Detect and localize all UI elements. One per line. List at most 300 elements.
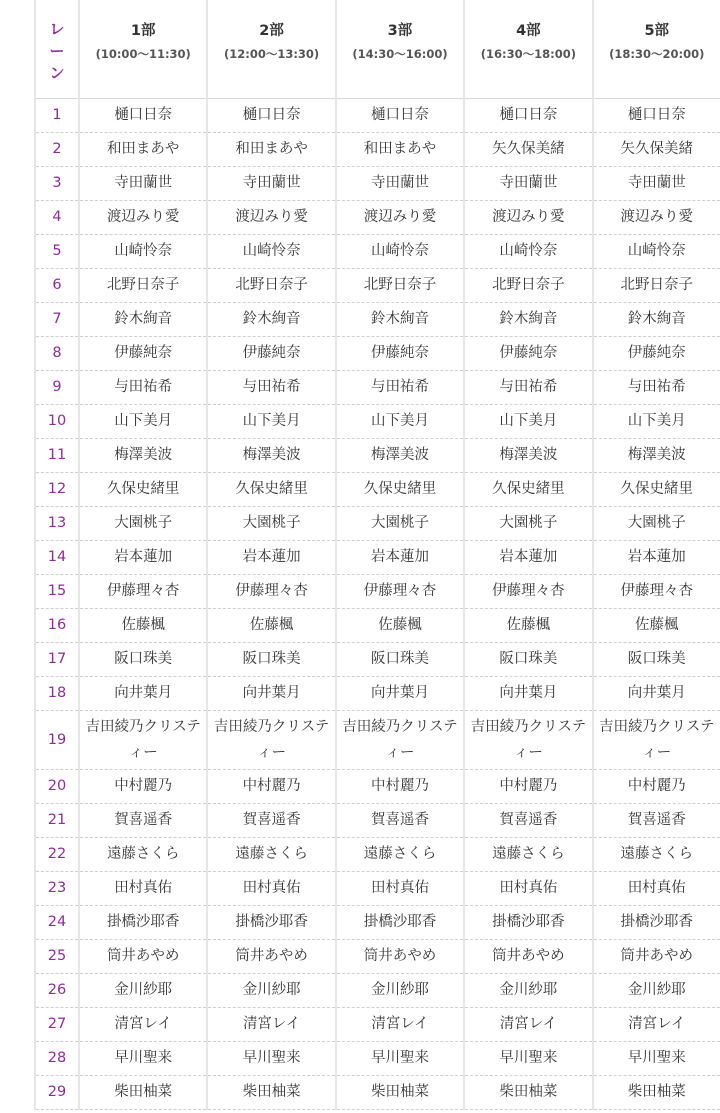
- member-name-cell: [207, 973, 335, 1007]
- part-time: (16:30〜18:00): [480, 47, 576, 61]
- member-name: 鈴木絢音: [114, 310, 173, 327]
- member-name: 樋口日奈: [242, 106, 301, 123]
- table-row: [35, 871, 720, 905]
- member-name-cell: [464, 642, 592, 676]
- member-name: 大園桃子: [370, 514, 429, 531]
- member-name-cell: [464, 769, 592, 803]
- member-name: 樋口日奈: [114, 106, 173, 123]
- member-name-cell: [464, 1007, 592, 1041]
- member-name: 山下美月: [114, 412, 173, 429]
- part-2-header: [207, 0, 335, 98]
- member-name-cell: [593, 769, 720, 803]
- member-name-cell: [593, 200, 720, 234]
- lane-number: 13: [35, 506, 79, 540]
- part-name: 4部: [516, 23, 541, 39]
- table-row: [35, 540, 720, 574]
- lane-number: 9: [35, 370, 79, 404]
- member-name: 金川紗耶: [370, 981, 429, 998]
- member-name-cell: [336, 234, 464, 268]
- member-name: 遠藤さくら: [106, 845, 180, 862]
- table-row: [35, 336, 720, 370]
- lane-number: 4: [35, 200, 79, 234]
- member-name-cell: [464, 871, 592, 905]
- part-time: (10:00〜11:30): [95, 47, 191, 61]
- member-name-cell: [593, 837, 720, 871]
- member-name: 阪口珠美: [370, 650, 429, 667]
- member-name: 清宮レイ: [371, 1015, 429, 1032]
- table-row: [35, 769, 720, 803]
- member-name: 中村麗乃: [627, 777, 686, 794]
- table-row: [35, 132, 720, 166]
- member-name: 佐藤楓: [378, 616, 422, 633]
- member-name: 賀喜遥香: [370, 811, 429, 828]
- member-name-cell: [593, 803, 720, 837]
- member-name-cell: [207, 438, 335, 472]
- member-name-cell: [207, 132, 335, 166]
- member-name-cell: [336, 506, 464, 540]
- member-name-cell: [207, 234, 335, 268]
- member-name: 山崎怜奈: [627, 242, 686, 259]
- member-name: 吉田綾乃クリスティー: [213, 718, 330, 761]
- member-name-cell: [79, 905, 207, 939]
- member-name-cell: [336, 769, 464, 803]
- member-name: 柴田柚菜: [370, 1083, 429, 1100]
- member-name-cell: [464, 803, 592, 837]
- member-name: 筒井あやめ: [106, 947, 180, 964]
- member-name-cell: [336, 98, 464, 132]
- member-name: 中村麗乃: [499, 777, 558, 794]
- member-name-cell: [79, 98, 207, 132]
- member-name: 掛橋沙耶香: [363, 913, 437, 930]
- member-name: 清宮レイ: [499, 1015, 557, 1032]
- member-name-cell: [336, 574, 464, 608]
- part-name: 2部: [259, 23, 284, 39]
- member-name-cell: [464, 973, 592, 1007]
- member-name: 渡辺みり愛: [363, 208, 437, 225]
- member-name: 柴田柚菜: [499, 1083, 558, 1100]
- member-name: 賀喜遥香: [499, 811, 558, 828]
- member-name-cell: [207, 905, 335, 939]
- member-name: 伊藤理々杏: [235, 582, 308, 599]
- member-name-cell: [336, 1007, 464, 1041]
- part-time: (18:30〜20:00): [609, 47, 705, 61]
- member-name: 田村真佑: [627, 879, 686, 896]
- member-name: 北野日奈子: [620, 276, 693, 293]
- member-name-cell: [79, 370, 207, 404]
- lane-number: 25: [35, 939, 79, 973]
- member-name: 筒井あやめ: [492, 947, 565, 964]
- member-name-cell: [79, 608, 207, 642]
- member-name: 向井葉月: [114, 684, 173, 701]
- member-name: 渡辺みり愛: [106, 208, 180, 225]
- member-name: 佐藤楓: [506, 616, 551, 633]
- member-name-cell: [336, 608, 464, 642]
- member-name: 久保史緒里: [363, 480, 437, 497]
- member-name-cell: [464, 676, 592, 710]
- member-name-cell: [207, 769, 335, 803]
- member-name-cell: [79, 132, 207, 166]
- lane-number: 12: [35, 472, 79, 506]
- member-name-cell: [593, 608, 720, 642]
- member-name-cell: [79, 973, 207, 1007]
- lane-number: 17: [35, 642, 79, 676]
- member-name-cell: [336, 871, 464, 905]
- table-row: [35, 200, 720, 234]
- member-name-cell: [79, 540, 207, 574]
- member-name-cell: [79, 472, 207, 506]
- member-name: 北野日奈子: [492, 276, 565, 293]
- member-name-cell: [207, 540, 335, 574]
- member-name: 吉田綾乃クリスティー: [599, 718, 715, 761]
- schedule-table-wrapper: [34, 0, 720, 1110]
- member-name-cell: [593, 132, 720, 166]
- member-name-cell: [336, 166, 464, 200]
- member-name: 与田祐希: [370, 378, 429, 395]
- member-name: 与田祐希: [627, 378, 686, 395]
- member-name-cell: [207, 268, 335, 302]
- member-name: 清宮レイ: [242, 1015, 301, 1032]
- member-name: 伊藤理々杏: [106, 582, 180, 599]
- member-name: 田村真佑: [114, 879, 173, 896]
- lane-number: 18: [35, 676, 79, 710]
- member-name-cell: [336, 905, 464, 939]
- member-name-cell: [336, 336, 464, 370]
- member-name-cell: [79, 506, 207, 540]
- part-3-header: [336, 0, 464, 98]
- member-name-cell: [207, 200, 335, 234]
- member-name-cell: [336, 939, 464, 973]
- table-row: [35, 98, 720, 132]
- member-name: 山崎怜奈: [370, 242, 429, 259]
- member-name: 鈴木絢音: [370, 310, 429, 327]
- table-row: [35, 302, 720, 336]
- member-name: 梅澤美波: [242, 446, 301, 463]
- member-name-cell: [464, 608, 592, 642]
- member-name-cell: [207, 837, 335, 871]
- member-name-cell: [464, 234, 592, 268]
- member-name: 梅澤美波: [114, 446, 173, 463]
- header-row: [35, 0, 720, 98]
- member-name-cell: [207, 1041, 335, 1075]
- member-name: 遠藤さくら: [620, 845, 693, 862]
- member-name-cell: [207, 642, 335, 676]
- member-name-cell: [79, 939, 207, 973]
- member-name: 山崎怜奈: [499, 242, 558, 259]
- member-name-cell: [207, 166, 335, 200]
- member-name: 与田祐希: [114, 378, 173, 395]
- member-name: 大園桃子: [114, 514, 173, 531]
- member-name: 吉田綾乃クリスティー: [470, 718, 587, 761]
- member-name: 遠藤さくら: [235, 845, 308, 862]
- member-name: 掛橋沙耶香: [492, 913, 565, 930]
- member-name-cell: [593, 336, 720, 370]
- member-name-cell: [207, 370, 335, 404]
- member-name-cell: [593, 302, 720, 336]
- part-1-header: [79, 0, 207, 98]
- part-5-header: [593, 0, 720, 98]
- table-row: [35, 710, 720, 769]
- member-name-cell: [464, 404, 592, 438]
- member-name: 中村麗乃: [114, 777, 173, 794]
- member-name: 北野日奈子: [235, 276, 308, 293]
- member-name-cell: [336, 302, 464, 336]
- member-name: 掛橋沙耶香: [106, 913, 180, 930]
- lane-number: 16: [35, 608, 79, 642]
- member-name-cell: [593, 939, 720, 973]
- member-name-cell: [593, 676, 720, 710]
- lane-number: 24: [35, 905, 79, 939]
- member-name-cell: [79, 1041, 207, 1075]
- member-name: 和田まあや: [363, 140, 437, 157]
- lane-number: 19: [35, 710, 79, 769]
- member-name: 清宮レイ: [628, 1015, 686, 1032]
- member-name-cell: [207, 506, 335, 540]
- member-name: 寺田蘭世: [242, 174, 301, 191]
- member-name: 山崎怜奈: [114, 242, 173, 259]
- member-name: 梅澤美波: [370, 446, 429, 463]
- table-row: [35, 1007, 720, 1041]
- member-name-cell: [79, 1007, 207, 1041]
- member-name-cell: [336, 370, 464, 404]
- member-name: 寺田蘭世: [627, 174, 686, 191]
- member-name-cell: [336, 540, 464, 574]
- table-row: [35, 608, 720, 642]
- member-name: 田村真佑: [370, 879, 429, 896]
- member-name: 岩本蓮加: [370, 548, 429, 565]
- member-name-cell: [79, 302, 207, 336]
- member-name-cell: [207, 710, 335, 769]
- member-name-cell: [79, 234, 207, 268]
- member-name-cell: [79, 574, 207, 608]
- member-name-cell: [593, 438, 720, 472]
- member-name: 岩本蓮加: [114, 548, 173, 565]
- member-name: 渡辺みり愛: [235, 208, 308, 225]
- member-name-cell: [464, 336, 592, 370]
- table-row: [35, 676, 720, 710]
- member-name: 山下美月: [627, 412, 686, 429]
- member-name-cell: [207, 1007, 335, 1041]
- member-name: 向井葉月: [242, 684, 301, 701]
- member-name-cell: [464, 574, 592, 608]
- lane-number: 2: [35, 132, 79, 166]
- member-name-cell: [79, 336, 207, 370]
- member-name-cell: [79, 642, 207, 676]
- member-name-cell: [79, 438, 207, 472]
- lane-number: 6: [35, 268, 79, 302]
- member-name-cell: [464, 268, 592, 302]
- member-name: 岩本蓮加: [499, 548, 558, 565]
- member-name-cell: [336, 404, 464, 438]
- table-row: [35, 939, 720, 973]
- member-name: 柴田柚菜: [242, 1083, 301, 1100]
- member-name-cell: [336, 676, 464, 710]
- member-name: 早川聖来: [370, 1049, 429, 1066]
- member-name-cell: [464, 710, 592, 769]
- lane-number: 20: [35, 769, 79, 803]
- member-name-cell: [79, 871, 207, 905]
- lane-number: 5: [35, 234, 79, 268]
- member-name-cell: [464, 905, 592, 939]
- lane-number: 21: [35, 803, 79, 837]
- member-name-cell: [207, 608, 335, 642]
- member-name-cell: [593, 234, 720, 268]
- member-name-cell: [593, 871, 720, 905]
- lane-number: 7: [35, 302, 79, 336]
- member-name: 金川紗耶: [242, 981, 301, 998]
- member-name-cell: [79, 837, 207, 871]
- member-name: 渡辺みり愛: [620, 208, 693, 225]
- member-name-cell: [336, 472, 464, 506]
- member-name: 佐藤楓: [635, 616, 679, 633]
- member-name-cell: [593, 98, 720, 132]
- table-row: [35, 1075, 720, 1109]
- member-name-cell: [593, 404, 720, 438]
- member-name: 掛橋沙耶香: [235, 913, 308, 930]
- member-name-cell: [593, 710, 720, 769]
- member-name: 金川紗耶: [114, 981, 173, 998]
- member-name: 佐藤楓: [249, 616, 294, 633]
- member-name: 鈴木絢音: [499, 310, 558, 327]
- table-row: [35, 803, 720, 837]
- member-name-cell: [336, 1041, 464, 1075]
- member-name-cell: [593, 1007, 720, 1041]
- member-name: 伊藤純奈: [242, 344, 301, 361]
- member-name: 和田まあや: [235, 140, 308, 157]
- member-name-cell: [336, 803, 464, 837]
- member-name: 賀喜遥香: [114, 811, 173, 828]
- member-name-cell: [464, 939, 592, 973]
- member-name-cell: [336, 837, 464, 871]
- table-row: [35, 905, 720, 939]
- member-name: 田村真佑: [242, 879, 301, 896]
- member-name: 吉田綾乃クリスティー: [85, 718, 201, 761]
- member-name-cell: [593, 642, 720, 676]
- member-name: 和田まあや: [106, 140, 180, 157]
- table-header: [35, 0, 720, 98]
- member-name: 矢久保美緒: [492, 140, 565, 157]
- member-name: 佐藤楓: [121, 616, 165, 633]
- member-name: 北野日奈子: [106, 276, 180, 293]
- member-name-cell: [79, 710, 207, 769]
- member-name: 田村真佑: [499, 879, 558, 896]
- member-name: 伊藤純奈: [114, 344, 173, 361]
- member-name-cell: [79, 769, 207, 803]
- lane-header-label: レーン: [49, 20, 65, 82]
- member-name-cell: [593, 506, 720, 540]
- member-name-cell: [336, 200, 464, 234]
- lane-number: 3: [35, 166, 79, 200]
- member-name: 梅澤美波: [499, 446, 558, 463]
- member-name: 与田祐希: [242, 378, 301, 395]
- member-name-cell: [464, 506, 592, 540]
- member-name: 大園桃子: [499, 514, 558, 531]
- table-row: [35, 642, 720, 676]
- table-row: [35, 268, 720, 302]
- member-name: 早川聖来: [627, 1049, 686, 1066]
- lane-number: 11: [35, 438, 79, 472]
- part-name: 5部: [644, 23, 670, 39]
- member-name-cell: [79, 268, 207, 302]
- lane-number: 15: [35, 574, 79, 608]
- member-name-cell: [593, 166, 720, 200]
- member-name-cell: [464, 200, 592, 234]
- member-name: 清宮レイ: [114, 1015, 172, 1032]
- member-name-cell: [464, 1041, 592, 1075]
- member-name: 早川聖来: [242, 1049, 301, 1066]
- member-name-cell: [207, 574, 335, 608]
- member-name: 山下美月: [370, 412, 429, 429]
- member-name: 向井葉月: [499, 684, 558, 701]
- member-name-cell: [593, 1075, 720, 1109]
- member-name: 岩本蓮加: [627, 548, 686, 565]
- member-name: 樋口日奈: [370, 106, 429, 123]
- part-name: 3部: [387, 23, 413, 39]
- member-name: 伊藤純奈: [499, 344, 558, 361]
- table-row: [35, 234, 720, 268]
- table-row: [35, 837, 720, 871]
- member-name: 伊藤理々杏: [620, 582, 693, 599]
- table-body: [35, 98, 720, 1109]
- member-name-cell: [336, 642, 464, 676]
- table-row: [35, 506, 720, 540]
- member-name: 吉田綾乃クリスティー: [342, 718, 458, 761]
- lane-number: 23: [35, 871, 79, 905]
- lane-column-header: [35, 0, 79, 98]
- member-name: 伊藤理々杏: [492, 582, 565, 599]
- member-name-cell: [336, 973, 464, 1007]
- member-name: 向井葉月: [627, 684, 686, 701]
- member-name-cell: [593, 370, 720, 404]
- member-name-cell: [464, 837, 592, 871]
- lane-number: 27: [35, 1007, 79, 1041]
- member-name-cell: [593, 973, 720, 1007]
- member-name: 金川紗耶: [499, 981, 558, 998]
- table-row: [35, 1041, 720, 1075]
- member-name-cell: [464, 540, 592, 574]
- member-name: 遠藤さくら: [492, 845, 565, 862]
- member-name: 金川紗耶: [627, 981, 686, 998]
- member-name: 伊藤理々杏: [363, 582, 437, 599]
- lane-number: 8: [35, 336, 79, 370]
- member-name: 大園桃子: [627, 514, 686, 531]
- member-name: 筒井あやめ: [620, 947, 693, 964]
- lane-number: 28: [35, 1041, 79, 1075]
- member-name: 阪口珠美: [499, 650, 558, 667]
- member-name-cell: [336, 438, 464, 472]
- member-name-cell: [79, 676, 207, 710]
- member-name-cell: [207, 803, 335, 837]
- member-name: 阪口珠美: [627, 650, 686, 667]
- member-name-cell: [79, 803, 207, 837]
- member-name: 中村麗乃: [242, 777, 301, 794]
- member-name: 鈴木絢音: [242, 310, 301, 327]
- lane-number: 26: [35, 973, 79, 1007]
- member-name: 伊藤純奈: [627, 344, 686, 361]
- member-name: 寺田蘭世: [114, 174, 173, 191]
- member-name: 寺田蘭世: [370, 174, 429, 191]
- member-name: 早川聖来: [114, 1049, 173, 1066]
- member-name-cell: [207, 676, 335, 710]
- lane-number: 10: [35, 404, 79, 438]
- table-row: [35, 404, 720, 438]
- member-name: 遠藤さくら: [363, 845, 437, 862]
- member-name: 筒井あやめ: [363, 947, 437, 964]
- member-name: 伊藤純奈: [370, 344, 429, 361]
- member-name-cell: [336, 710, 464, 769]
- part-name: 1部: [130, 23, 156, 39]
- member-name-cell: [464, 132, 592, 166]
- member-name: 筒井あやめ: [235, 947, 308, 964]
